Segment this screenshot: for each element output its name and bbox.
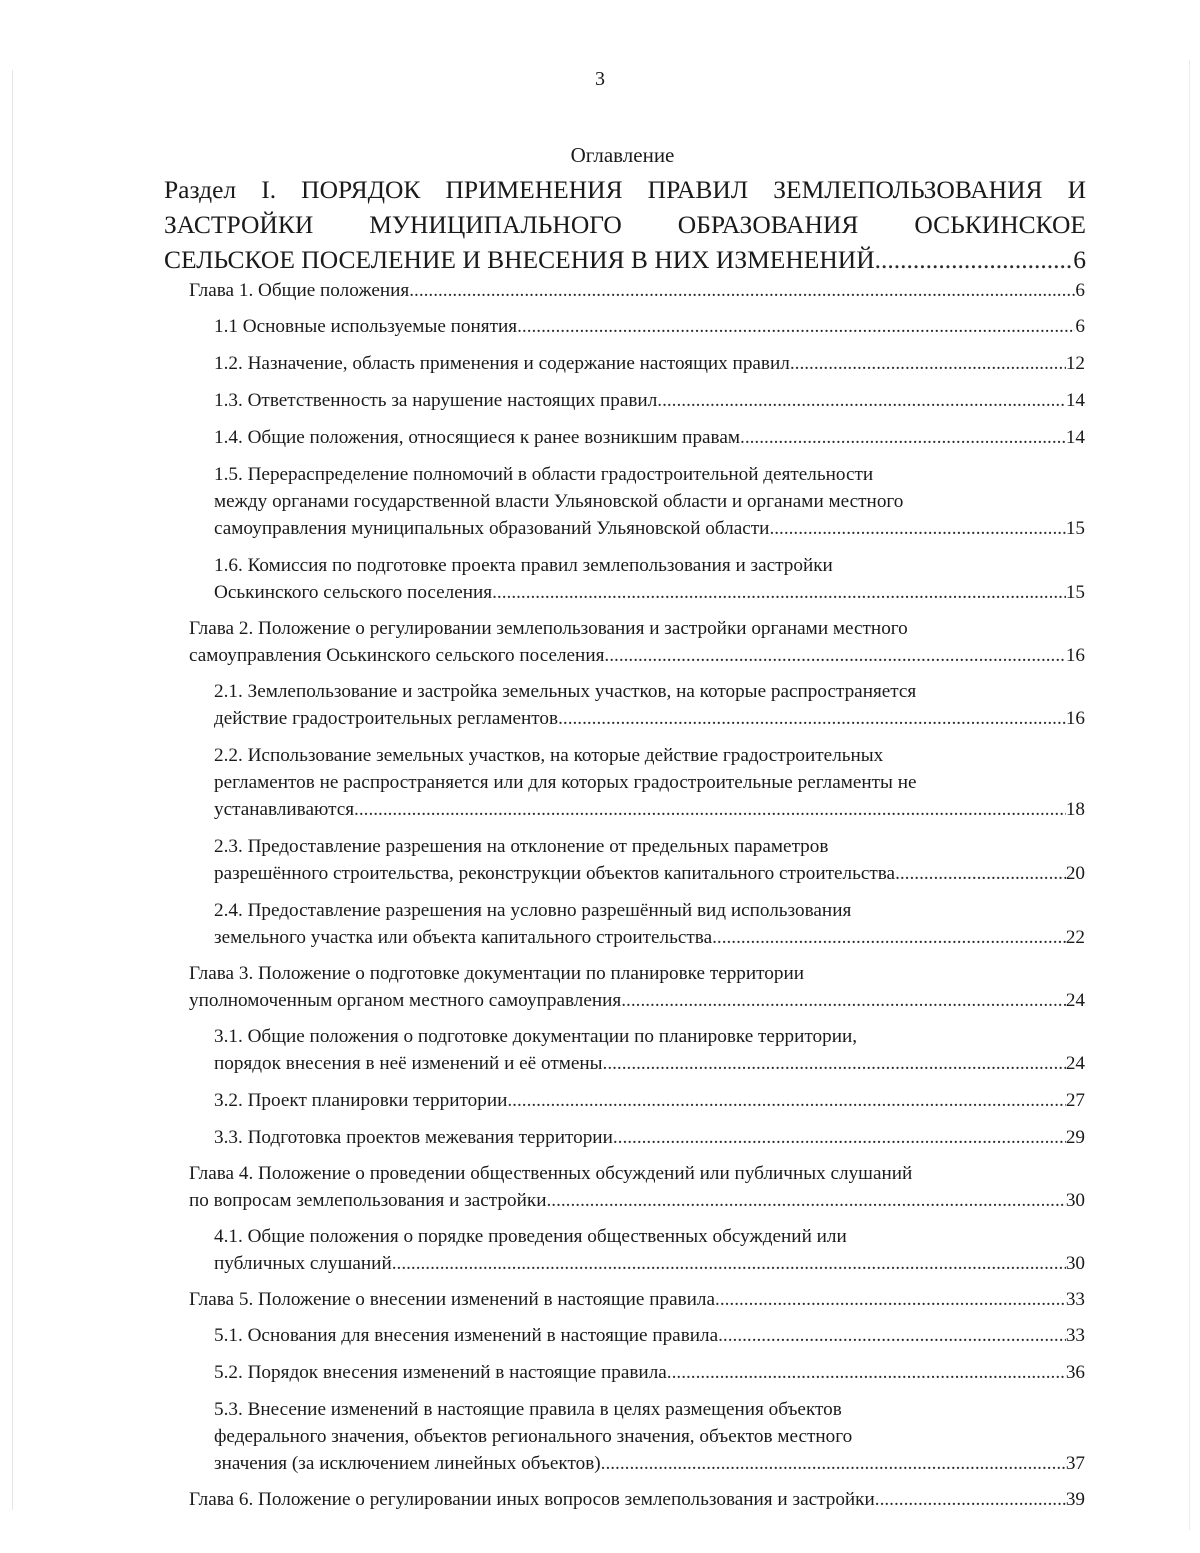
- toc-page-number: 16: [1065, 645, 1085, 666]
- toc-page-number: 22: [1065, 927, 1085, 948]
- toc-page-number: 37: [1065, 1453, 1085, 1474]
- toc-page-number: 33: [1065, 1289, 1085, 1310]
- toc-entry-section[interactable]: [164, 172, 1086, 277]
- toc-entry-text: устанавливаются: [214, 799, 355, 820]
- toc-entry-text: Глава 6. Положение о регулировании иных вопросов землепользования и застройки: [189, 1489, 875, 1510]
- dot-leader: [409, 277, 1075, 304]
- dot-leader: [769, 515, 1065, 542]
- toc-entry-last-line: [214, 796, 1085, 823]
- toc-entry-text: Глава 4. Положение о проведении общественных обсуждений или публичных слушаний: [189, 1163, 913, 1184]
- toc-page-number: 15: [1065, 582, 1085, 603]
- toc-entry-last-line: [214, 1087, 1085, 1114]
- dot-leader: [604, 642, 1065, 669]
- toc-entry-text: 1.1 Основные используемые понятия: [214, 316, 518, 337]
- toc-page-number: 18: [1065, 799, 1085, 820]
- toc-entry-text: Раздел I. ПОРЯДОК ПРИМЕНЕНИЯ ПРАВИЛ ЗЕМЛЕПОЛЬЗОВАНИЯ И: [164, 175, 1086, 204]
- toc-page-number: 15: [1065, 518, 1085, 539]
- page-number: 3: [595, 68, 605, 90]
- toc-entry-chapter[interactable]: [189, 277, 1085, 304]
- toc-page-number: 27: [1065, 1090, 1085, 1111]
- toc-entry-text: Глава 3. Положение о подготовке документации по планировке территории: [189, 963, 805, 984]
- toc-entry-text: 5.1. Основания для внесения изменений в настоящие правила: [214, 1325, 719, 1346]
- toc-entry-sub[interactable]: [214, 678, 1085, 732]
- toc-entry-chapter[interactable]: [189, 1286, 1085, 1313]
- dot-leader: [715, 1286, 1066, 1313]
- toc-entry-sub[interactable]: [214, 387, 1085, 414]
- dot-leader: [354, 796, 1066, 823]
- toc-entry-last-line: [214, 1450, 1085, 1477]
- toc-entry-text: Глава 5. Положение о внесении изменений в настоящие правила: [189, 1289, 716, 1310]
- toc-entry-last-line: [189, 1486, 1085, 1513]
- toc-entry-sub[interactable]: [214, 313, 1085, 340]
- toc-entry-last-line: [214, 860, 1085, 887]
- dot-leader: [718, 1322, 1066, 1349]
- toc-entry-last-line: [214, 424, 1085, 451]
- toc-entry-sub[interactable]: [214, 742, 1085, 823]
- toc-entry-last-line: [189, 1187, 1085, 1214]
- dot-leader: [621, 987, 1066, 1014]
- toc-entry-sub[interactable]: [214, 1124, 1085, 1151]
- toc-entry-sub[interactable]: [214, 833, 1085, 887]
- toc-entry-text: 1.3. Ответственность за нарушение настоящих правил: [214, 390, 658, 411]
- toc-entry-last-line: [214, 387, 1085, 414]
- toc-entry-text: уполномоченным органом местного самоуправления: [189, 990, 622, 1011]
- toc-entry-chapter[interactable]: [189, 1486, 1085, 1513]
- toc-entry-text: публичных слушаний: [214, 1253, 392, 1274]
- toc-entry-last-line: [214, 705, 1085, 732]
- toc-entry-text: регламентов не распространяется или для которых градостроительные регламенты не: [214, 772, 917, 793]
- toc-entry-text: Глава 1. Общие положения: [189, 280, 410, 301]
- toc-entry-text: значения (за исключением линейных объектов): [214, 1453, 601, 1474]
- toc-entry-sub[interactable]: [214, 1396, 1085, 1477]
- toc-page-number: 24: [1065, 1053, 1085, 1074]
- toc-page-number: 29: [1065, 1127, 1085, 1148]
- toc-entry-text: Оськинского сельского поселения: [214, 582, 493, 603]
- toc-page-number: 6: [1075, 280, 1085, 301]
- toc-entry-text: действие градостроительных регламентов: [214, 708, 559, 729]
- toc-entry-last-line: [189, 642, 1085, 669]
- toc-page-number: 12: [1065, 353, 1085, 374]
- toc-entry-text: Глава 2. Положение о регулировании землепользования и застройки органами местного: [189, 618, 908, 639]
- toc-entry-text: 3.1. Общие положения о подготовке документации по планировке территории,: [214, 1026, 858, 1047]
- toc-entry-sub[interactable]: [214, 1223, 1085, 1277]
- toc-page-number: 16: [1065, 708, 1085, 729]
- dot-leader: [740, 424, 1066, 451]
- dot-leader: [712, 924, 1066, 951]
- dot-leader: [601, 1450, 1066, 1477]
- toc-entry-last-line: [214, 924, 1085, 951]
- toc-entry-text: 1.5. Перераспределение полномочий в области градостроительной деятельности: [214, 464, 874, 485]
- toc-entry-text: разрешённого строительства, реконструкции объектов капитального строительства: [214, 863, 896, 884]
- toc-entry-text: 1.4. Общие положения, относящиеся к ранее возникшим правам: [214, 427, 741, 448]
- toc-entry-text: 1.2. Назначение, область применения и содержание настоящих правил: [214, 353, 790, 374]
- toc-entry-text: 4.1. Общие положения о порядке проведения общественных обсуждений или: [214, 1226, 847, 1247]
- toc-entry-last-line: [214, 1359, 1085, 1386]
- toc-entry-last-line: [214, 579, 1085, 606]
- toc-entry-text: между органами государственной власти Ульяновской области и органами местного: [214, 491, 904, 512]
- toc-page-number: 39: [1065, 1489, 1085, 1510]
- toc-entry-last-line: [189, 987, 1085, 1014]
- toc-entry-text: 5.2. Порядок внесения изменений в настоящие правила: [214, 1362, 667, 1383]
- dot-leader: [657, 387, 1066, 414]
- toc-entry-last-line: [214, 515, 1085, 542]
- toc-entry-last-line: [214, 1124, 1085, 1151]
- toc-entry-sub[interactable]: [214, 1322, 1085, 1349]
- dot-leader: [392, 1250, 1066, 1277]
- dot-leader: [895, 860, 1066, 887]
- toc-page-number: 30: [1065, 1190, 1085, 1211]
- dot-leader: [546, 1187, 1065, 1214]
- toc-entry-text: самоуправления муниципальных образований Ульяновской области: [214, 518, 770, 539]
- toc-entry-sub[interactable]: [214, 461, 1085, 542]
- dot-leader: [875, 242, 1074, 277]
- toc-entry-sub[interactable]: [214, 552, 1085, 606]
- dot-leader: [613, 1124, 1066, 1151]
- toc-page-number: 36: [1065, 1362, 1085, 1383]
- toc-entry-sub[interactable]: [214, 424, 1085, 451]
- dot-leader: [492, 579, 1066, 606]
- toc-page-number: 24: [1065, 990, 1085, 1011]
- toc-page-number: 33: [1065, 1325, 1085, 1346]
- toc-entry-text: 2.2. Использование земельных участков, на которые действие градостроительных: [214, 745, 884, 766]
- dot-leader: [517, 313, 1075, 340]
- toc-entry-text: ЗАСТРОЙКИ МУНИЦИПАЛЬНОГО ОБРАЗОВАНИЯ ОСЬКИНСКОЕ: [164, 210, 1086, 239]
- toc-entry-sub[interactable]: [214, 1023, 1085, 1077]
- toc-entry-text: порядок внесения в неё изменений и её отмены: [214, 1053, 603, 1074]
- toc-entry-text: 3.3. Подготовка проектов межевания территории: [214, 1127, 613, 1148]
- toc-entry-text: 1.6. Комиссия по подготовке проекта правил землепользования и застройки: [214, 555, 833, 576]
- toc-entry-last-line: [189, 1286, 1085, 1313]
- toc-entry-sub[interactable]: [214, 350, 1085, 377]
- toc-entry-text: 2.3. Предоставление разрешения на отклонение от предельных параметров: [214, 836, 829, 857]
- toc-entry-last-line: [164, 242, 1086, 277]
- toc-entry-chapter[interactable]: [189, 615, 1085, 669]
- toc-entry-sub[interactable]: [214, 897, 1085, 951]
- toc-entry-text: 5.3. Внесение изменений в настоящие правила в целях размещения объектов: [214, 1399, 842, 1420]
- dot-leader: [603, 1050, 1066, 1077]
- toc-entry-text: 2.4. Предоставление разрешения на условно разрешённый вид использования: [214, 900, 852, 921]
- toc-entry-chapter[interactable]: [189, 960, 1085, 1014]
- dot-leader: [507, 1087, 1065, 1114]
- toc-entry-sub[interactable]: [214, 1087, 1085, 1114]
- toc-entry-text: 3.2. Проект планировки территории: [214, 1090, 508, 1111]
- toc-entry-last-line: [214, 350, 1085, 377]
- toc-entry-text: земельного участка или объекта капитального строительства: [214, 927, 713, 948]
- toc-entry-text: по вопросам землепользования и застройки: [189, 1190, 547, 1211]
- toc-page-number: 30: [1065, 1253, 1085, 1274]
- toc-entry-last-line: [214, 1250, 1085, 1277]
- toc-entry-last-line: [214, 1322, 1085, 1349]
- toc-entry-text: СЕЛЬСКОЕ ПОСЕЛЕНИЕ И ВНЕСЕНИЯ В НИХ ИЗМЕНЕНИЙ: [164, 245, 875, 274]
- dot-leader: [558, 705, 1066, 732]
- toc-entry-text: самоуправления Оськинского сельского поселения: [189, 645, 605, 666]
- toc-entry-sub[interactable]: [214, 1359, 1085, 1386]
- toc-entry-chapter[interactable]: [189, 1160, 1085, 1214]
- toc-page-number: 6: [1073, 245, 1086, 274]
- dot-leader: [790, 350, 1066, 377]
- toc-entry-text: 2.1. Землепользование и застройка земельных участков, на которые распространяется: [214, 681, 917, 702]
- toc-entry-text: федерального значения, объектов регионального значения, объектов местного: [214, 1426, 853, 1447]
- toc-page-number: 14: [1065, 390, 1085, 411]
- toc-page-number: 6: [1075, 316, 1085, 337]
- toc-title: Оглавление: [570, 143, 675, 167]
- toc-entry-last-line: [214, 1050, 1085, 1077]
- toc-page-number: 20: [1065, 863, 1085, 884]
- dot-leader: [667, 1359, 1066, 1386]
- toc-entry-last-line: [214, 313, 1085, 340]
- toc-page-number: 14: [1065, 427, 1085, 448]
- table-of-contents: [0, 172, 1200, 1513]
- toc-entry-last-line: [189, 277, 1085, 304]
- dot-leader: [875, 1486, 1066, 1513]
